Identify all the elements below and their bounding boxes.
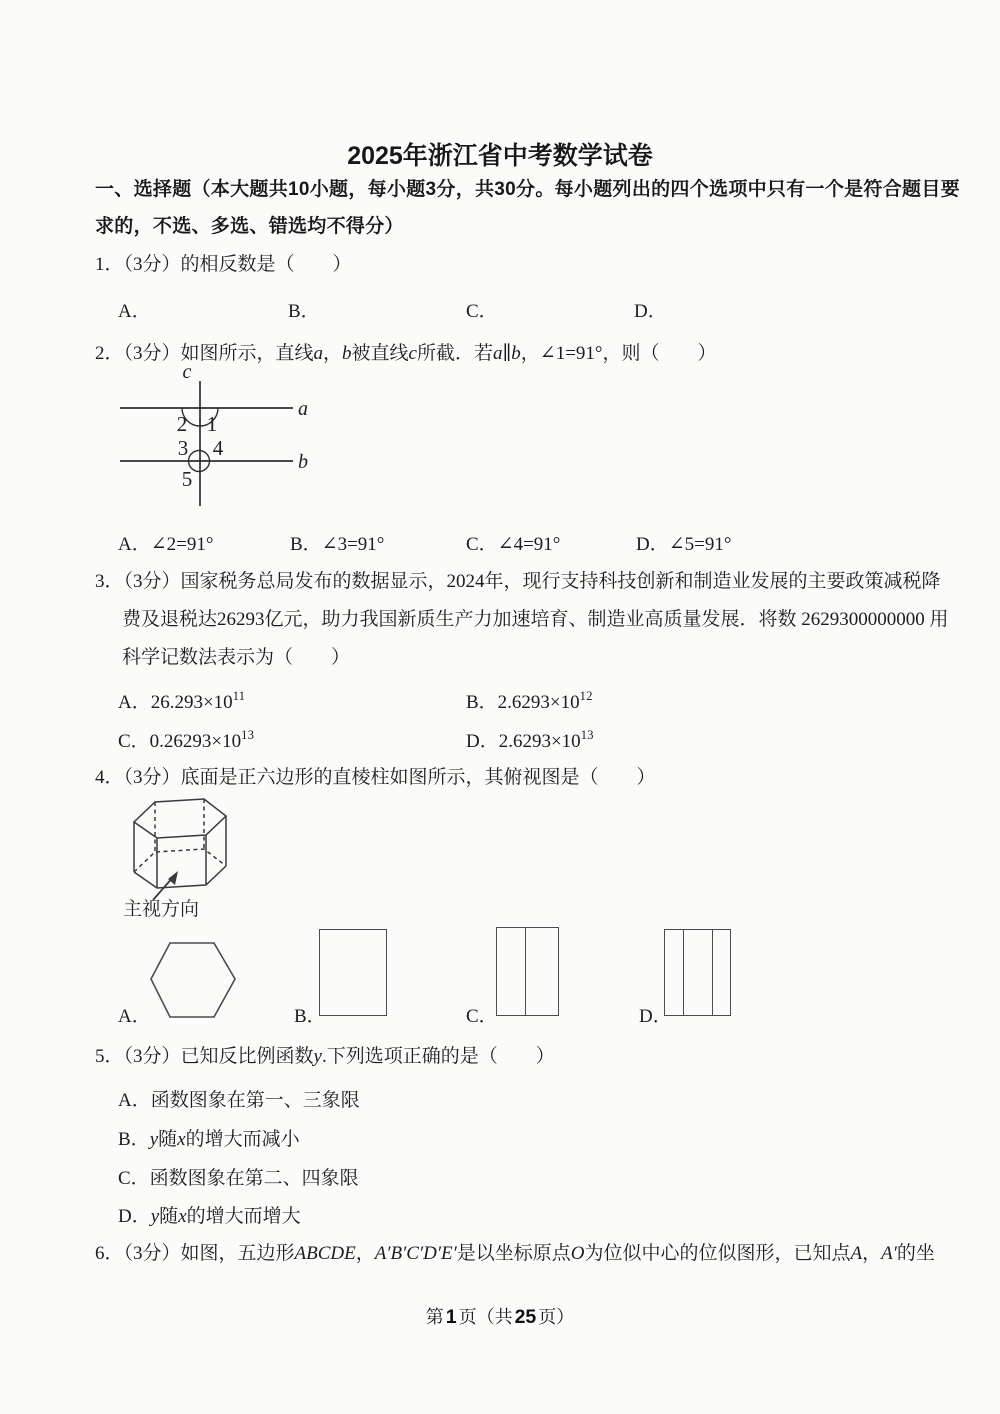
q2-stem-text-2: 被直线 bbox=[351, 343, 409, 364]
q5-var-y: y bbox=[313, 1046, 322, 1067]
q3-stem-line3: 科学记数法表示为（ ） bbox=[122, 647, 351, 668]
q4-stem: 4．（3分）底面是正六边形的直棱柱如图所示，其俯视图是（ ） bbox=[95, 767, 656, 788]
q1-option-d: D． bbox=[634, 301, 667, 322]
q5-option-d bbox=[118, 1201, 301, 1228]
q3-option-a-exponent: 11 bbox=[232, 689, 246, 703]
q4-option-d-rectangle bbox=[664, 929, 731, 1016]
angle-3-label: 3 bbox=[177, 436, 189, 460]
q6-var-a: A bbox=[850, 1243, 863, 1264]
q5-option-d-label: D． bbox=[118, 1206, 151, 1227]
q2-option-c: C．∠4=91° bbox=[466, 534, 561, 555]
q4-option-c-rectangle bbox=[496, 927, 559, 1016]
q6-stem-text-5: 的坐 bbox=[896, 1243, 935, 1264]
q4-option-a-hexagon bbox=[149, 941, 237, 1024]
q6-stem-text-2: 是以坐标原点 bbox=[456, 1243, 571, 1264]
q3-stem-line2: 费及退税达26293亿元，助力我国新质生产力加速培育、制造业高质量发展．将数 2629300000000 用 bbox=[122, 609, 949, 630]
q3-option-b-exponent: 12 bbox=[579, 689, 593, 703]
q3-option-d bbox=[466, 726, 594, 753]
q3-option-a-base: A．26.293×10 bbox=[118, 692, 233, 713]
q4-option-d-divider-line-1 bbox=[683, 930, 684, 1015]
q5-option-d-text-1: 随 bbox=[159, 1206, 179, 1227]
hexagon-shape bbox=[149, 941, 237, 1019]
q6-stem-text-3: 为位似中心的位似图形，已知点 bbox=[584, 1243, 851, 1264]
q6-var-a-prime: A′ bbox=[881, 1243, 897, 1264]
q1-stem: 1．（3分）的相反数是（ ） bbox=[95, 254, 352, 275]
q5-option-d-var-x: x bbox=[178, 1206, 187, 1227]
page-footer bbox=[0, 1303, 1000, 1329]
q2-option-b: B．∠3=91° bbox=[290, 534, 385, 555]
footer-total-pages: 25 bbox=[514, 1306, 537, 1328]
q3-option-b bbox=[466, 687, 593, 714]
q3-stem-line1: 3．（3分）国家税务总局发布的数据显示，2024年，现行支持科技创新和制造业发展的主要政策减税降 bbox=[95, 571, 941, 592]
q2-stem bbox=[95, 343, 717, 365]
arrow-head-icon bbox=[168, 871, 178, 885]
q3-option-d-exponent: 13 bbox=[580, 728, 594, 742]
q2-parallel-symbol: ∥ bbox=[502, 343, 512, 364]
q5-stem bbox=[95, 1046, 555, 1068]
q1-option-c: C． bbox=[466, 301, 498, 322]
q4-option-d-letter: D． bbox=[639, 1006, 672, 1027]
q1-option-b: B． bbox=[288, 301, 320, 322]
q6-var-abcde-prime: A′B′C′D′E′ bbox=[374, 1243, 457, 1264]
q4-option-a-letter: A． bbox=[118, 1006, 151, 1027]
q3-option-d-base: D．2.6293×10 bbox=[466, 731, 581, 752]
q3-option-b-base: B．2.6293×10 bbox=[466, 692, 580, 713]
q5-option-b-text-2: 的增大而减小 bbox=[185, 1129, 300, 1150]
q6-stem-text-4: ， bbox=[862, 1243, 882, 1264]
q4-view-direction-label: 主视方向 bbox=[123, 899, 200, 920]
q5-option-b bbox=[118, 1124, 300, 1151]
footer-text-1: 页（共 bbox=[458, 1307, 513, 1327]
line-c-label: c bbox=[182, 363, 192, 383]
q3-option-c-exponent: 13 bbox=[241, 728, 255, 742]
angle-1-label: 1 bbox=[206, 412, 218, 436]
line-a-label: a bbox=[298, 398, 308, 420]
q2-stem-text-0: 2．（3分）如图所示，直线 bbox=[95, 343, 314, 364]
q3-option-a bbox=[118, 687, 245, 714]
parallel-lines-transversal-diagram bbox=[103, 363, 333, 513]
q4-option-b-letter: B． bbox=[294, 1006, 326, 1027]
section-heading-line2: 求的，不选、多选、错选均不得分） bbox=[95, 216, 404, 237]
q2-stem-text-3: 所截．若 bbox=[416, 343, 493, 364]
q6-stem-text-0: 6．（3分）如图，五边形 bbox=[95, 1243, 295, 1264]
line-b-label: b bbox=[298, 451, 308, 473]
q4-option-d-divider-line-2 bbox=[712, 930, 713, 1015]
q2-stem-text-4: ，∠1=91°，则（ ） bbox=[520, 343, 717, 364]
q6-stem bbox=[95, 1243, 935, 1265]
footer-text-2: 页） bbox=[538, 1307, 575, 1327]
angle-4-label: 4 bbox=[212, 436, 224, 460]
q2-var-c: c bbox=[408, 343, 417, 364]
q6-stem-text-1: ， bbox=[355, 1243, 375, 1264]
q1-option-a: A． bbox=[118, 301, 151, 322]
q6-var-o: O bbox=[570, 1243, 585, 1264]
q4-option-c-divider-line bbox=[525, 928, 526, 1015]
page-title: 2025年浙江省中考数学试卷 bbox=[347, 142, 653, 170]
q6-var-abcde: ABCDE bbox=[294, 1243, 356, 1264]
q5-option-b-var-x: x bbox=[177, 1129, 186, 1150]
section-heading-line1: 一、选择题（本大题共10小题，每小题3分，共30分。每小题列出的四个选项中只有一个是符合题目要 bbox=[95, 179, 960, 200]
q2-var-b2: b bbox=[511, 343, 521, 364]
q5-stem-text-1: .下列选项正确的是（ ） bbox=[321, 1046, 555, 1067]
footer-text-0: 第 bbox=[425, 1307, 444, 1327]
angle-5-label: 5 bbox=[181, 467, 193, 491]
q3-option-c-base: C．0.26293×10 bbox=[118, 731, 242, 752]
q5-option-b-label: B． bbox=[118, 1129, 150, 1150]
q2-stem-text-1: ， bbox=[323, 343, 343, 364]
q5-option-c: C．函数图象在第二、四象限 bbox=[118, 1168, 359, 1189]
footer-page-number: 1 bbox=[445, 1306, 457, 1328]
q4-option-c-letter: C． bbox=[466, 1006, 498, 1027]
q5-option-b-var-y: y bbox=[149, 1129, 159, 1150]
q2-option-d: D．∠5=91° bbox=[636, 534, 732, 555]
q2-parallel-lines-figure bbox=[103, 363, 333, 518]
q5-option-a: A．函数图象在第一、三象限 bbox=[118, 1090, 360, 1111]
q5-option-b-text-1: 随 bbox=[158, 1129, 178, 1150]
q5-option-d-var-y: y bbox=[150, 1206, 160, 1227]
q2-option-a: A．∠2=91° bbox=[118, 534, 214, 555]
q3-option-c bbox=[118, 726, 254, 753]
q5-option-d-text-2: 的增大而增大 bbox=[186, 1206, 301, 1227]
angle-2-label: 2 bbox=[176, 412, 188, 436]
q5-stem-text-0: 5．（3分）已知反比例函数 bbox=[95, 1046, 314, 1067]
q2-var-a2: a bbox=[493, 343, 503, 364]
q2-var-a1: a bbox=[313, 343, 324, 364]
q2-var-b1: b bbox=[342, 343, 352, 364]
q4-option-b-rectangle bbox=[319, 929, 387, 1016]
